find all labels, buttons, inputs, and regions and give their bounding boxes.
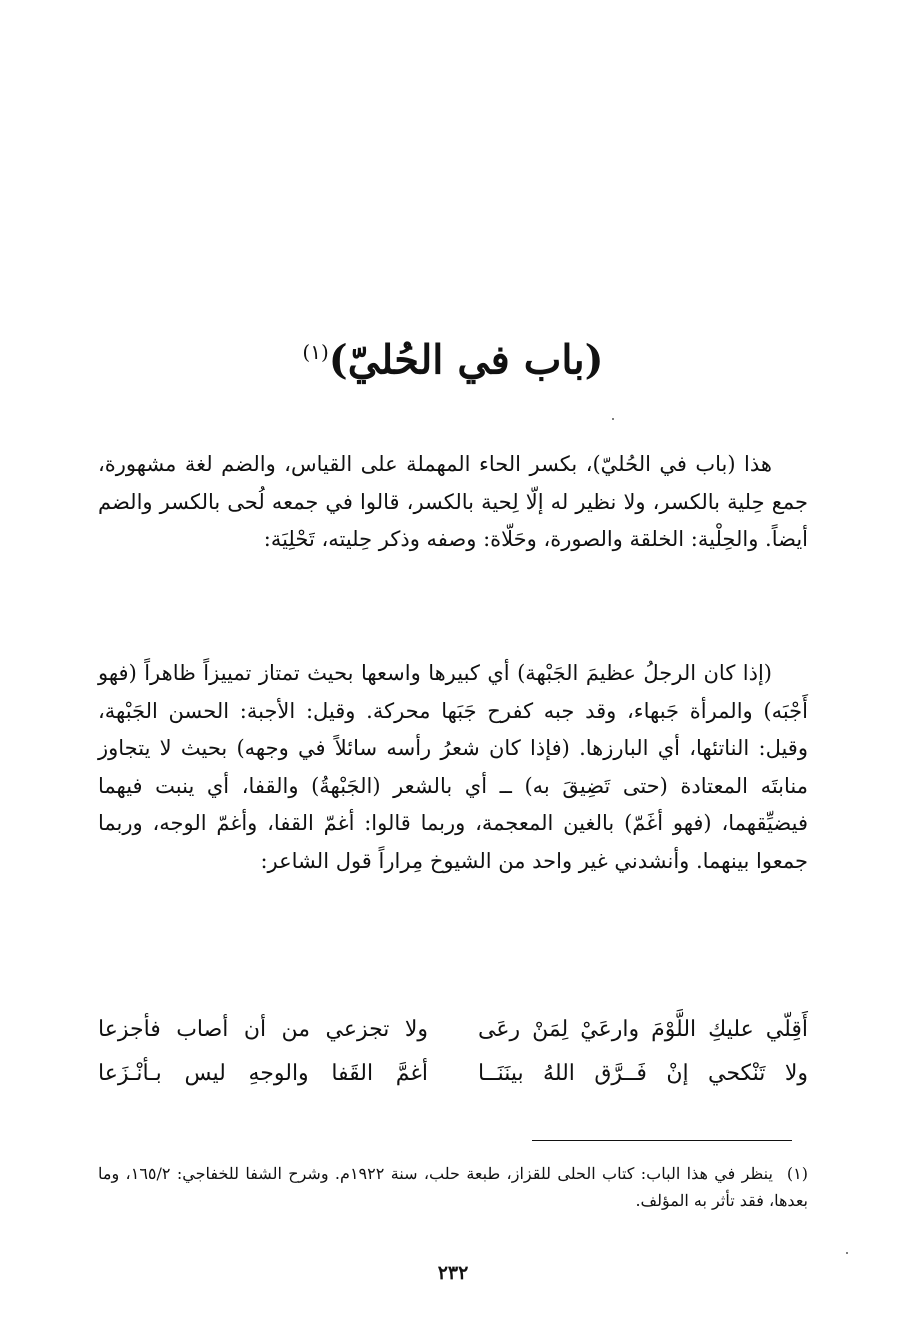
chapter-title-text: (باب في الحُليّ) <box>328 336 604 384</box>
page-number: ٢٣٢ <box>437 1262 469 1284</box>
chapter-title <box>0 322 906 390</box>
verse-line-2 <box>98 1052 808 1096</box>
verse-1-second-hemistich: ولا تجزعي من أن أصاب فأجزعا <box>98 1017 428 1042</box>
print-speck <box>846 1252 848 1254</box>
title-footnote-marker: (١) <box>302 340 329 364</box>
verse-2-first-hemistich: ولا تَنْكحي إنْ فَــرَّق اللهُ بينَنَــا <box>478 1061 808 1086</box>
print-speck <box>612 418 614 420</box>
footnote-marker: (١) <box>786 1164 808 1183</box>
paragraph-2: (إذا كان الرجلُ عظيمَ الجَبْهة) أي كبيرها واسعها بحيث تمتاز تمييزاً ظاهراً (فهو أَجْبَه) والمرأة جَبهاء، وقد جبه كفرح جَبَها محركة. وقيل: الأجبة: الحسن الجَبْهة، وقيل: الناتئها، أي البارزها. (فإذا كان شعرُ رأسه سائلاً في وجهه) بحيث لا يتجاوز منابتَه المعتادة (حتى تَضِيقَ به) ــ أي بالشعر (الجَبْهةُ) والقفا، أي ينبت فيهما فيضيِّقهما، (فهو أغَمّ) بالغين المعجمة، وربما قالوا: أغمّ القفا، وأغمّ الوجه، وربما جمعوا بينهما. وأنشدني غير واحد من الشيوخ مِراراً قول الشاعر: <box>98 661 808 873</box>
paragraph-1: هذا (باب في الحُليّ)، بكسر الحاء المهملة على القياس، والضم لغة مشهورة، جمع حِلية بالكسر، ولا نظير له إلّا لِحية بالكسر، قالوا في جمعه لُحى بالكسر والضم أيضاً. والحِلْية: الخلقة والصورة، وحَلّاة: وصفه وذكر حِليته، تَحْلِيَة: <box>98 452 808 551</box>
verse-line-1 <box>98 1008 808 1052</box>
footnote-text: ينظر في هذا الباب: كتاب الحلى للقزاز، طبعة حلب، سنة ١٩٢٢م. وشرح الشفا للخفاجي: ١٦٥/٢، وما بعدها، فقد تأثر به المؤلف. <box>98 1164 808 1210</box>
footnote-divider <box>532 1140 792 1141</box>
poetry-verses <box>98 1008 808 1096</box>
verse-2-second-hemistich: أغمَّ القَفا والوجهِ ليس بـأنْـزَعا <box>98 1061 428 1086</box>
footnote <box>98 1160 808 1214</box>
verse-1-first-hemistich: أَقِلّي عليكِ اللَّوْمَ وارعَيْ لِمَنْ رعَى <box>478 1017 808 1042</box>
